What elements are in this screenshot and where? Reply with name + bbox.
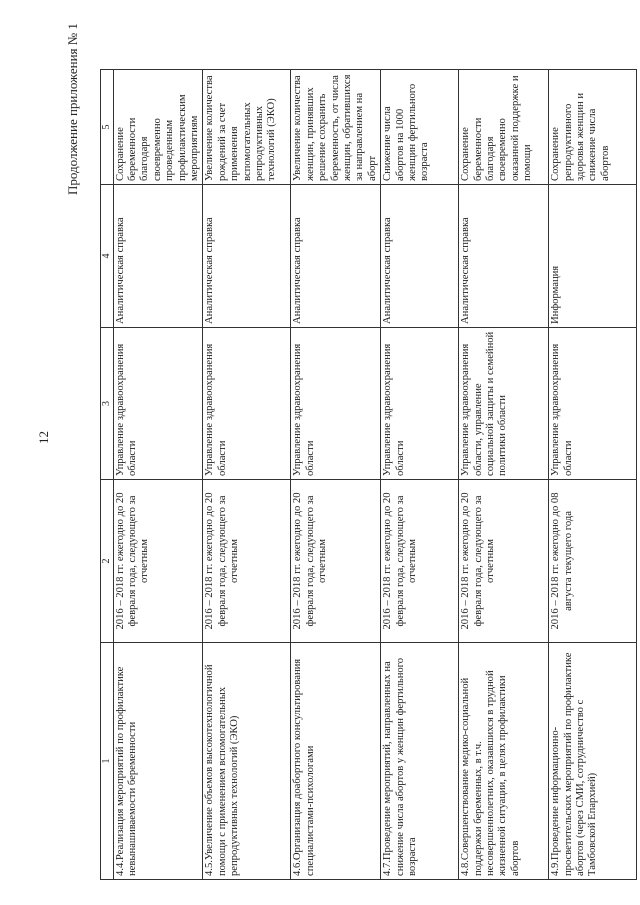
page-number: 12 (36, 431, 51, 444)
table-row (291, 70, 381, 880)
column-number-5: 5 (101, 70, 114, 185)
report-form: Аналитическая справка (113, 185, 203, 328)
table-row (113, 70, 203, 880)
expected-result: Сохранение репродуктивного здоровья женщин и снижение числа абортов (549, 70, 637, 185)
measure-name: 4.6.Организация доабортного консультирования специалистами-психологами (291, 643, 381, 880)
report-form: Аналитическая справка (203, 185, 291, 328)
measures-table (100, 69, 637, 880)
appendix-continuation-note: Продолжение приложения № 1 (65, 23, 80, 195)
deadline: 2016 – 2018 гг. ежегодно до 20 февраля года, следующего за отчетным (381, 480, 459, 643)
report-form: Информация (549, 185, 637, 328)
expected-result: Увеличение количества рождений за счет применения вспомогательных репродуктивных технологий (ЭКО) (203, 70, 291, 185)
table-row (459, 70, 549, 880)
report-form: Аналитическая справка (381, 185, 459, 328)
table-header-row (101, 70, 114, 880)
deadline: 2016 – 2018 гг. ежегодно до 08 августа текущего года (549, 480, 637, 643)
expected-result: Сохранение беременности благодаря своевременно оказанной поддержке и помощи (459, 70, 549, 185)
measure-name: 4.9.Проведение информационно-просветительских мероприятий по профилактике абортов (через СМИ, сотрудничество с Тамбовской Епархией) (549, 643, 637, 880)
table-row (549, 70, 637, 880)
column-number-4: 4 (101, 185, 114, 328)
responsible: Управление здравоохранения области, управление социальной защиты и семейной политики области (459, 328, 549, 480)
expected-result: Увеличение количества женщин, принявших решение сохранить беременность, от числа женщин, обратившихся за направлением на аборт (291, 70, 381, 185)
responsible: Управление здравоохранения области (291, 328, 381, 480)
table-row (381, 70, 459, 880)
column-number-2: 2 (101, 480, 114, 643)
table-row (203, 70, 291, 880)
column-number-3: 3 (101, 328, 114, 480)
report-form: Аналитическая справка (459, 185, 549, 328)
column-number-1: 1 (101, 643, 114, 880)
responsible: Управление здравоохранения области (381, 328, 459, 480)
responsible: Управление здравоохранения области (113, 328, 203, 480)
deadline: 2016 – 2018 гг. ежегодно до 20 февраля года, следующего за отчетным (459, 480, 549, 643)
measure-name: 4.8.Совершенствование медико-социальной поддержки беременных, в т.ч. несовершеннолетних, оказавшихся в трудной жизненной ситуации, в целях профилактики абортов (459, 643, 549, 880)
report-form: Аналитическая справка (291, 185, 381, 328)
measure-name: 4.5.Увеличение объемов высокотехнологичной помощи с применением вспомогательных репродуктивных технологий (ЭКО) (203, 643, 291, 880)
measure-name: 4.4.Реализация мероприятий по профилактике невынашиваемости беременности (113, 643, 203, 880)
responsible: Управление здравоохранения области (203, 328, 291, 480)
rotated-table-wrapper (100, 70, 637, 880)
deadline: 2016 – 2018 гг. ежегодно до 20 февраля года, следующего за отчетным (291, 480, 381, 643)
expected-result: Сохранение беременности благодаря своевременно проведенным профилактическим мероприятиям (113, 70, 203, 185)
deadline: 2016 – 2018 гг. ежегодно до 20 февраля года, следующего за отчетным (113, 480, 203, 643)
deadline: 2016 – 2018 гг. ежегодно до 20 февраля года, следующего за отчетным (203, 480, 291, 643)
measure-name: 4.7.Проведение мероприятий, направленных на снижение числа абортов у женщин фертильного возраста (381, 643, 459, 880)
responsible: Управление здравоохранения области (549, 328, 637, 480)
expected-result: Снижение числа абортов на 1000 женщин фертильного возраста (381, 70, 459, 185)
